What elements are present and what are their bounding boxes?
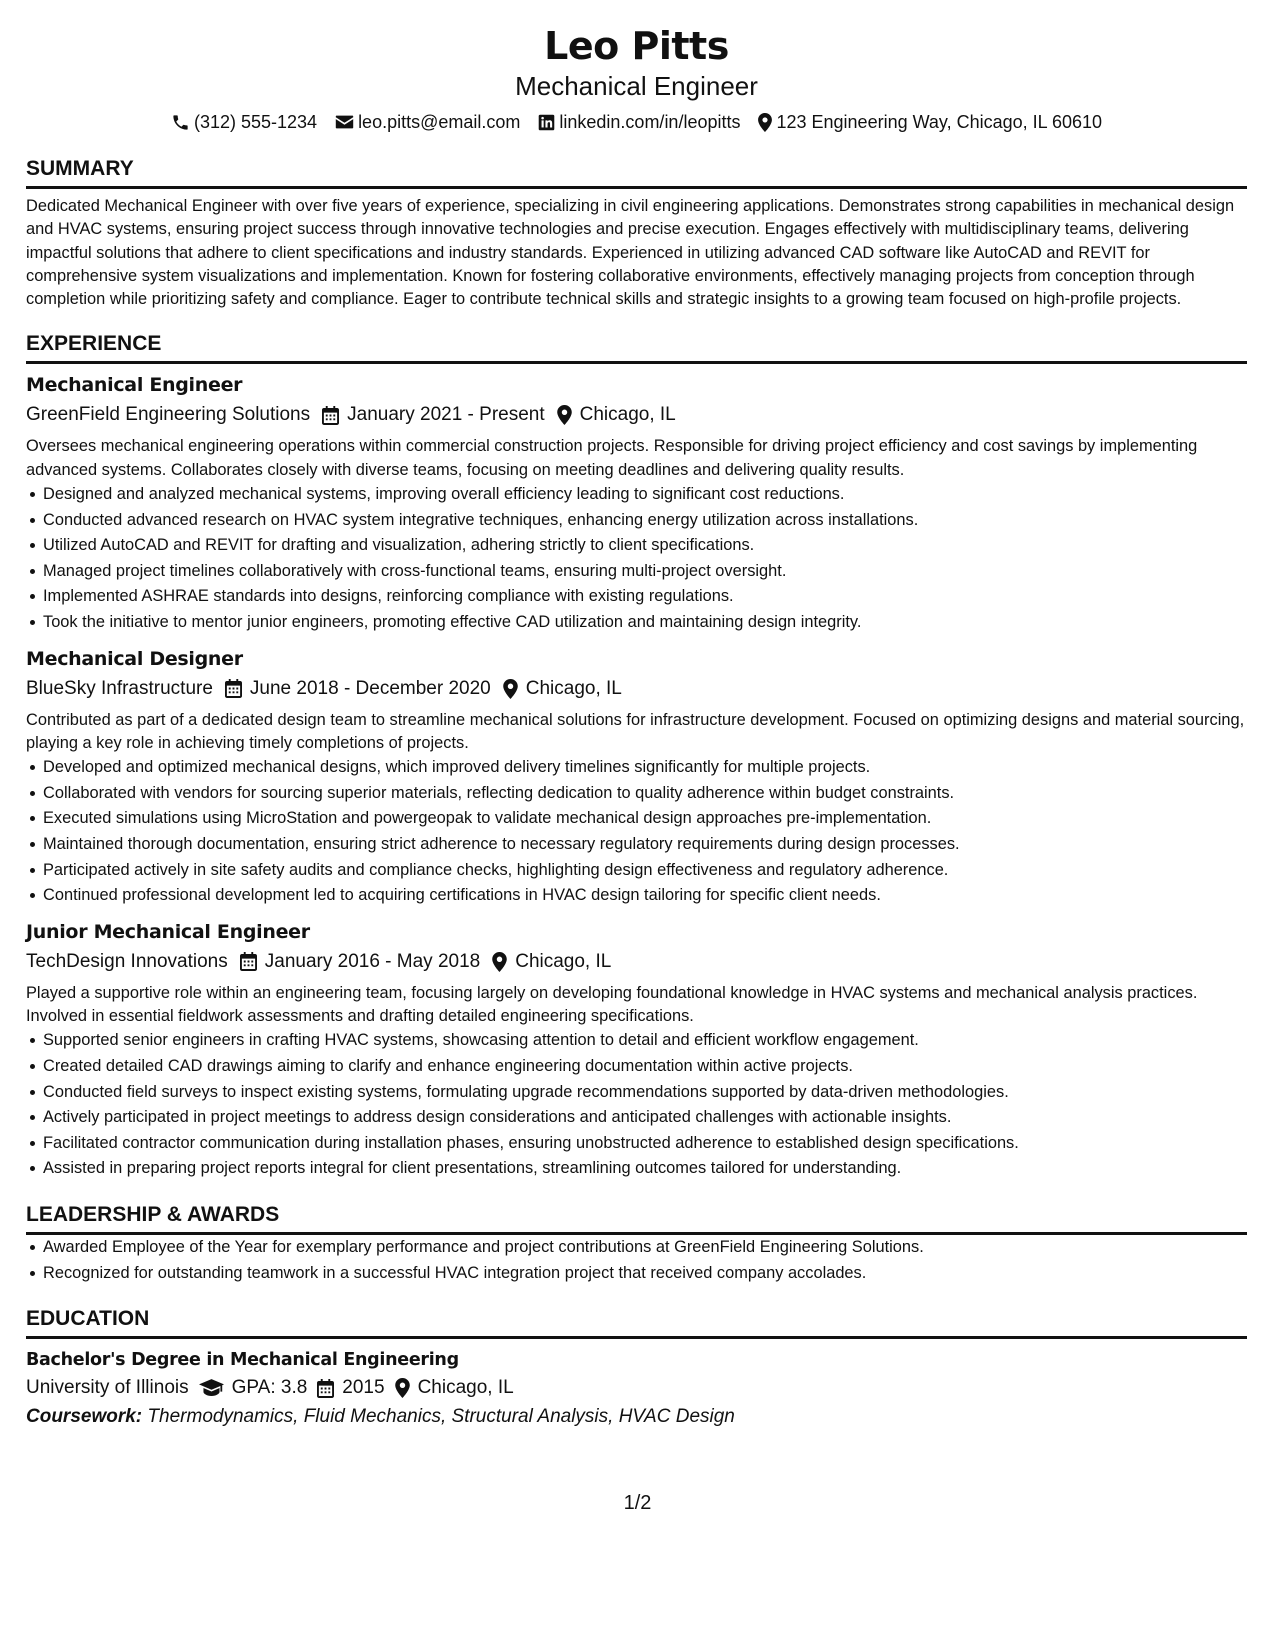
degree-title: Bachelor's Degree in Mechanical Engineering — [26, 1350, 459, 1371]
coursework-line — [26, 1403, 1247, 1431]
job-title: Junior Mechanical Engineer — [26, 920, 310, 943]
map-pin-icon — [557, 405, 572, 425]
phone-text: (312) 555-1234 — [193, 112, 318, 132]
job-bullets — [26, 1028, 1247, 1182]
job-description: Contributed as part of a dedicated design team to streamline mechanical solutions for infrastructure development. Focused on optimizing designs and material sourcing, playing a key role in achieving timely completions of projects. — [26, 710, 1245, 752]
list-item: Recognized for outstanding teamwork in a successful HVAC integration project that received company accolades. — [26, 1261, 1247, 1287]
list-item: Supported senior engineers in crafting HVAC systems, showcasing attention to detail and efficient workflow engagement. — [26, 1028, 1247, 1054]
coursework-label: Coursework: — [26, 1406, 143, 1428]
job-entry — [26, 646, 1247, 909]
calendar-icon — [240, 952, 257, 971]
job-company: BlueSky Infrastructure — [26, 677, 213, 699]
list-item: Participated actively in site safety audits and compliance checks, highlighting design effectiveness and regulatory adherence. — [26, 858, 1247, 884]
coursework-text: Thermodynamics, Fluid Mechanics, Structural Analysis, HVAC Design — [147, 1406, 735, 1428]
job-dates: January 2016 - May 2018 — [264, 950, 481, 972]
summary-text: Dedicated Mechanical Engineer with over five years of experience, specializing in civil engineering applications. Demonstrates strong capabilities in mechanical design and HVAC systems, ensuring project success through innovative technologies and precise execution. Engages effectively with multidisciplinary teams, delivering impactful solutions that adhere to client specifications and industry standards. Experienced in utilizing advanced CAD software like AutoCAD and REVIT for comprehensive system visualizations and implementation. Known for fostering collaborative environments, effectively managing projects from conception through completion while prioritizing safety and compliance. Eager to contribute technical skills and strategic insights to a growing team focused on high-profile projects. — [26, 197, 1235, 309]
graduation-cap-icon — [199, 1379, 224, 1397]
job-bullets — [26, 482, 1247, 636]
page-number: 1/2 — [623, 1492, 652, 1514]
list-item: Created detailed CAD drawings aiming to clarify and enhance engineering documentation within active projects. — [26, 1054, 1247, 1080]
list-item: Managed project timelines collaboratively with cross-functional teams, ensuring multi-project oversight. — [26, 559, 1247, 585]
job-meta — [26, 400, 1247, 430]
linkedin-link[interactable]: linkedin.com/in/leopitts — [559, 112, 741, 132]
map-pin-icon — [503, 679, 518, 699]
job-dates: June 2018 - December 2020 — [249, 677, 491, 699]
map-pin-icon — [395, 1378, 410, 1398]
summary-heading: SUMMARY — [26, 156, 1247, 189]
list-item: Conducted field surveys to inspect existing systems, formulating upgrade recommendations supported by data-driven methodologies. — [26, 1080, 1247, 1106]
candidate-title: Mechanical Engineer — [515, 71, 758, 101]
job-bullets — [26, 755, 1247, 909]
linkedin-icon — [538, 114, 555, 131]
list-item: Implemented ASHRAE standards into designs, reinforcing compliance with existing regulations. — [26, 584, 1247, 610]
envelope-icon — [335, 114, 354, 130]
job-meta — [26, 947, 1247, 977]
list-item: Actively participated in project meetings to address design considerations and anticipated challenges with actionable insights. — [26, 1105, 1247, 1131]
job-meta — [26, 674, 1247, 704]
job-location: Chicago, IL — [579, 404, 676, 426]
job-description: Oversees mechanical engineering operations within commercial construction projects. Responsible for driving project efficiency and cost savings by implementing advanced systems. Collaborates closely with diverse teams, focusing on meeting deadlines and delivering quality results. — [26, 437, 1198, 479]
job-dates: January 2021 - Present — [347, 404, 545, 426]
awards-list — [26, 1235, 1247, 1286]
contact-bar — [26, 110, 1247, 134]
list-item: Facilitated contractor communication during installation phases, ensuring unobstructed adherence to established design specifications. — [26, 1131, 1247, 1157]
job-title: Mechanical Engineer — [26, 374, 243, 397]
job-description: Played a supportive role within an engineering team, focusing largely on developing foundational knowledge in HVAC systems and mechanical analysis practices. Involved in essential fieldwork assessments and drafting detailed engineering specifications. — [26, 983, 1198, 1026]
experience-heading: EXPERIENCE — [26, 331, 1247, 364]
job-location: Chicago, IL — [515, 950, 612, 972]
contact-address — [758, 110, 1102, 134]
calendar-icon — [317, 1379, 334, 1398]
candidate-name: Leo Pitts — [544, 24, 729, 68]
list-item: Took the initiative to mentor junior engineers, promoting effective CAD utilization and maintaining design integrity. — [26, 610, 1247, 636]
list-item: Maintained thorough documentation, ensuring strict adherence to necessary regulatory requirements during design processes. — [26, 832, 1247, 858]
map-pin-icon — [492, 952, 507, 972]
job-company: TechDesign Innovations — [26, 950, 228, 972]
contact-phone — [171, 110, 317, 134]
gpa-text: GPA: 3.8 — [231, 1377, 308, 1399]
list-item: Awarded Employee of the Year for exemplary performance and project contributions at GreenField Engineering Solutions. — [26, 1235, 1247, 1261]
school-name: University of Illinois — [26, 1377, 189, 1399]
phone-icon — [171, 113, 190, 132]
job-company: GreenField Engineering Solutions — [26, 404, 311, 426]
contact-linkedin[interactable] — [538, 110, 740, 134]
job-entry — [26, 372, 1247, 635]
list-item: Developed and optimized mechanical designs, which improved delivery timelines significantly for multiple projects. — [26, 755, 1247, 781]
graduation-year: 2015 — [342, 1377, 385, 1399]
contact-email[interactable] — [335, 110, 520, 134]
address-text: 123 Engineering Way, Chicago, IL 60610 — [776, 112, 1103, 132]
list-item: Designed and analyzed mechanical systems, improving overall efficiency leading to significant cost reductions. — [26, 482, 1247, 508]
resume-header — [26, 22, 1247, 134]
list-item: Continued professional development led to acquiring certifications in HVAC design tailoring for specific client needs. — [26, 883, 1247, 909]
awards-heading: LEADERSHIP & AWARDS — [26, 1202, 1247, 1235]
calendar-icon — [322, 406, 339, 425]
calendar-icon — [225, 679, 242, 698]
list-item: Executed simulations using MicroStation and powergeopak to validate mechanical design approaches pre-implementation. — [26, 806, 1247, 832]
job-location: Chicago, IL — [525, 677, 622, 699]
email-link[interactable]: leo.pitts@email.com — [358, 112, 521, 132]
education-location: Chicago, IL — [417, 1377, 514, 1399]
map-pin-icon — [758, 113, 772, 132]
list-item: Utilized AutoCAD and REVIT for drafting and visualization, adhering strictly to client specifications. — [26, 533, 1247, 559]
education-heading: EDUCATION — [26, 1306, 1247, 1339]
list-item: Conducted advanced research on HVAC system integrative techniques, enhancing energy utilization across installations. — [26, 508, 1247, 534]
education-meta — [26, 1373, 1247, 1403]
job-entry — [26, 919, 1247, 1182]
job-title: Mechanical Designer — [26, 647, 243, 670]
list-item: Assisted in preparing project reports integral for client presentations, streamlining outcomes tailored for understanding. — [26, 1156, 1247, 1182]
list-item: Collaborated with vendors for sourcing superior materials, reflecting dedication to quality adherence within budget constraints. — [26, 781, 1247, 807]
